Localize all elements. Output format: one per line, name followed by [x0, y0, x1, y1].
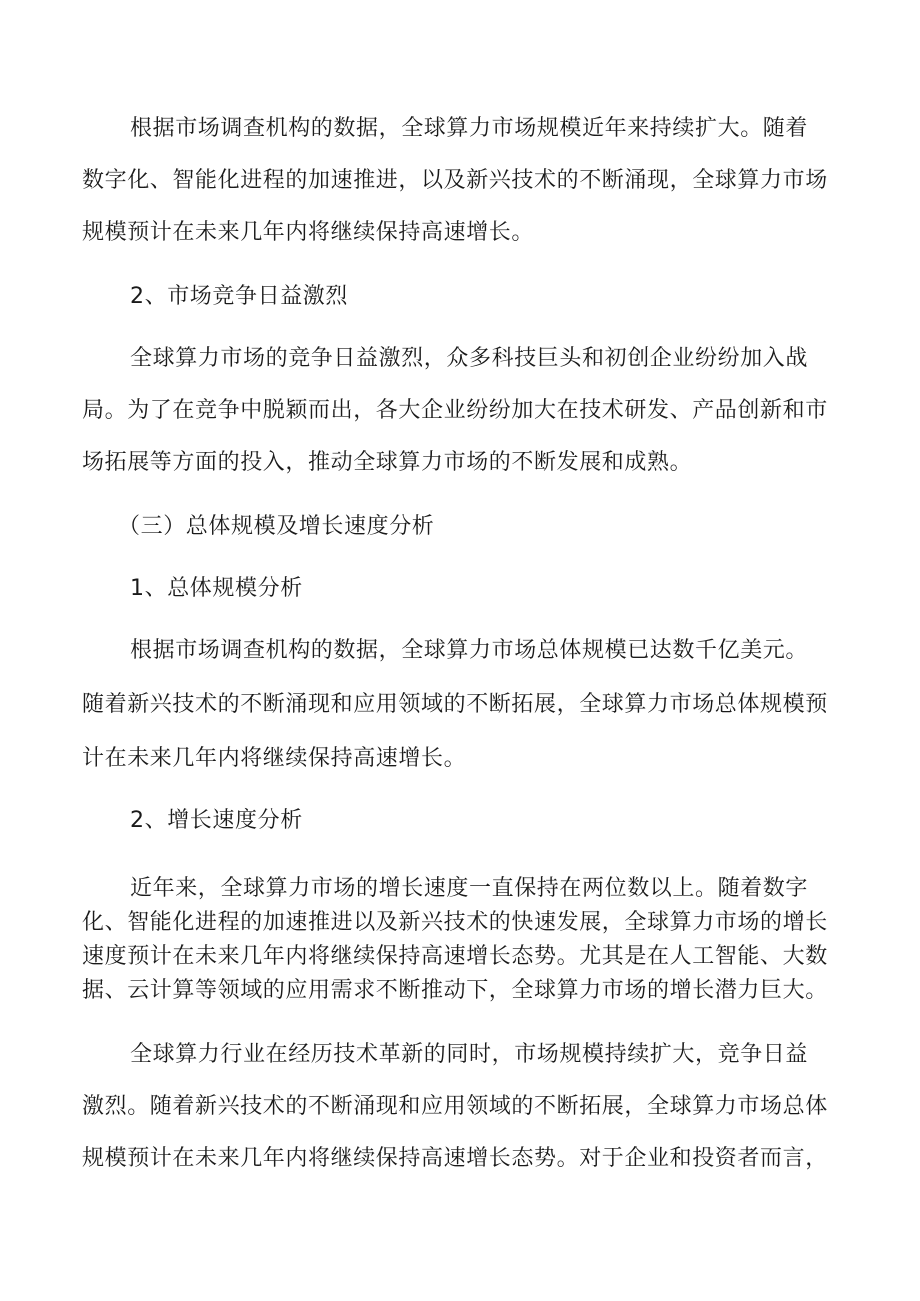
paragraph-2-line-1: 全球算力市场的竞争日益激烈，众多科技巨头和初创企业纷纷加入战: [130, 346, 809, 371]
paragraph-4-line-4: 据、云计算等领域的应用需求不断推动下，全球算力市场的增长潜力巨大。: [82, 978, 828, 1003]
paragraph-5-line-3: 规模预计在未来几年内将继续保持高速增长态势。对于企业和投资者而言，: [82, 1146, 828, 1171]
heading-market-competition: 2、市场竞争日益激烈: [130, 284, 348, 309]
paragraph-4-line-2: 化、智能化进程的加速推进以及新兴技术的快速发展，全球算力市场的增长: [82, 910, 828, 935]
paragraph-4-line-1: 近年来，全球算力市场的增长速度一直保持在两位数以上。随着数字: [130, 876, 809, 901]
heading-growth-rate: 2、增长速度分析: [130, 808, 303, 833]
heading-overall-scale: 1、总体规模分析: [130, 576, 303, 601]
paragraph-4-line-3: 速度预计在未来几年内将继续保持高速增长态势。尤其是在人工智能、大数: [82, 944, 828, 969]
paragraph-2-line-2: 局。为了在竞争中脱颖而出，各大企业纷纷加大在技术研发、产品创新和市: [82, 398, 828, 423]
paragraph-5-line-1: 全球算力行业在经历技术革新的同时，市场规模持续扩大，竞争日益: [130, 1042, 809, 1067]
section-heading-scale-growth: （三）总体规模及增长速度分析: [118, 514, 435, 539]
paragraph-1-line-1: 根据市场调查机构的数据，全球算力市场规模近年来持续扩大。随着: [130, 116, 809, 141]
paragraph-3-line-3: 计在未来几年内将继续保持高速增长。: [82, 746, 467, 771]
paragraph-1-line-2: 数字化、智能化进程的加速推进，以及新兴技术的不断涌现，全球算力市场: [82, 168, 828, 193]
paragraph-1-line-3: 规模预计在未来几年内将继续保持高速增长。: [82, 220, 535, 245]
paragraph-3-line-2: 随着新兴技术的不断涌现和应用领域的不断拓展，全球算力市场总体规模预: [82, 692, 828, 717]
paragraph-2-line-3: 场拓展等方面的投入，推动全球算力市场的不断发展和成熟。: [82, 450, 693, 475]
paragraph-3-line-1: 根据市场调查机构的数据，全球算力市场总体规模已达数千亿美元。: [130, 638, 809, 663]
paragraph-5-line-2: 激烈。随着新兴技术的不断涌现和应用领域的不断拓展，全球算力市场总体: [82, 1094, 828, 1119]
